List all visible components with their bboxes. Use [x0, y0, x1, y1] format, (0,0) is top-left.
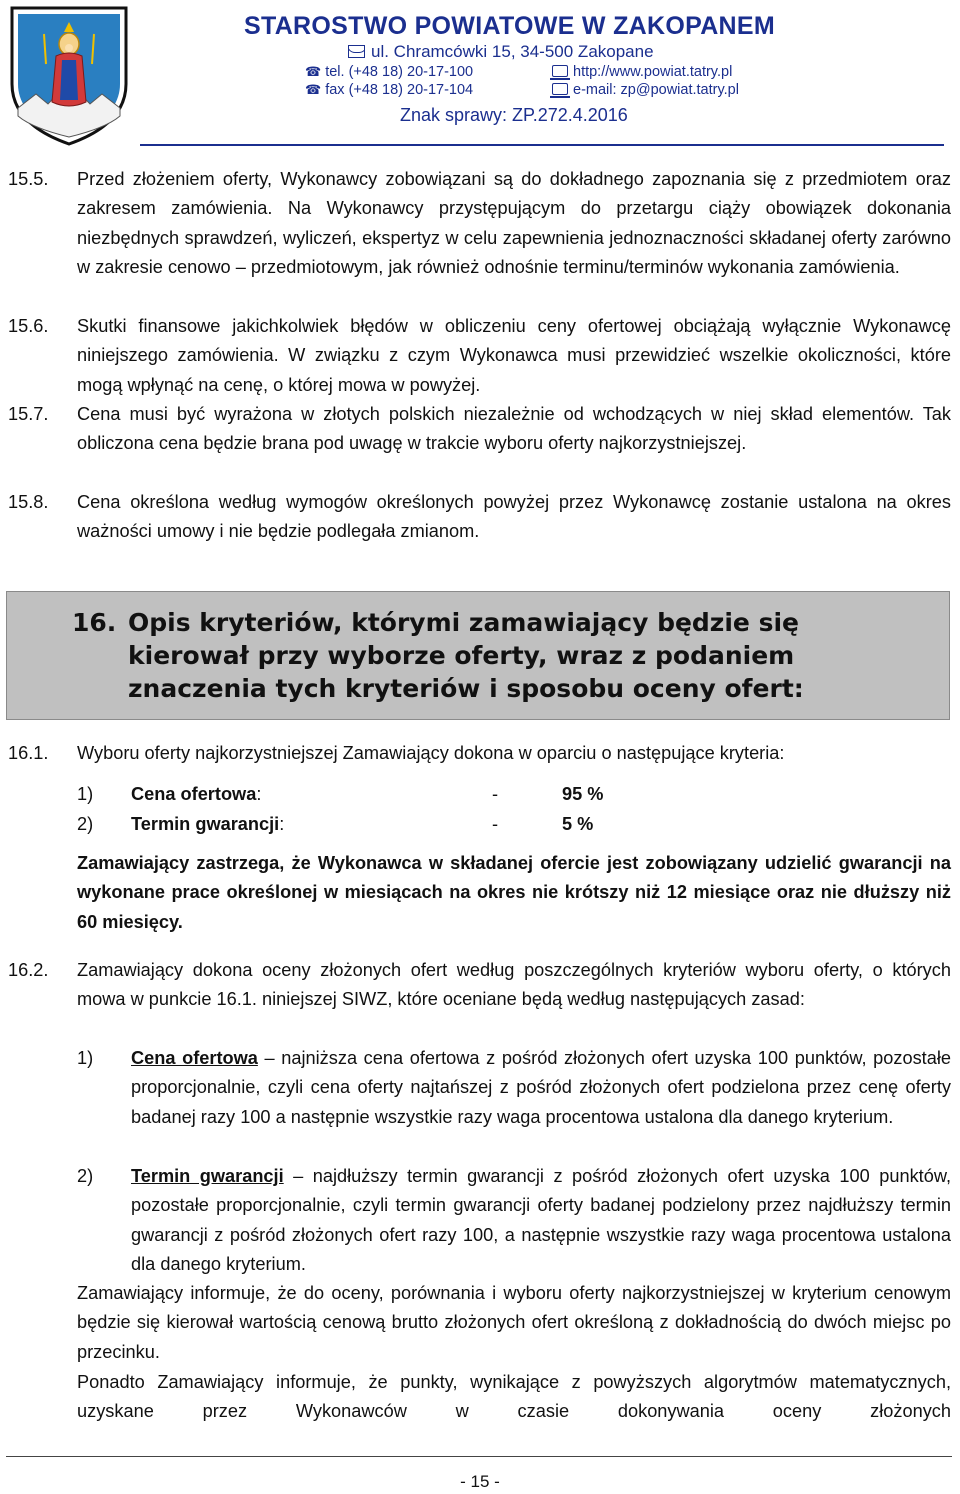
para-number: 16.1.	[8, 743, 49, 763]
criterion-index: 2)	[77, 814, 94, 834]
coat-of-arms-icon	[6, 4, 132, 146]
para-number: 15.5.	[8, 169, 49, 189]
criterion-weight: 95 %	[562, 784, 604, 804]
phone-contact: ☎ tel. (+48 18) 20-17-100	[305, 64, 474, 80]
para-number: 15.7.	[8, 404, 49, 424]
phone-icon: ☎	[305, 64, 322, 79]
rule-warranty: Termin gwarancji – najdłuższy termin gwarancji z pośród złożonych ofert uzyska 100 punktów, pozostałe proporcjonalnie, czyli termin gwarancji oferty badanej podzielony przez najdłuższy termin gwarancji z pośród złożonych ofert razy 100, a następnie wszystkie razy waga procentowa ustalona dla danego kryterium.	[131, 1166, 952, 1275]
email-contact: e-mail: zp@powiat.tatry.pl	[552, 82, 739, 98]
phone-icon: ☎	[305, 82, 322, 97]
paragraph-15-8: Cena określona według wymogów określonych powyżej przez Wykonawcę zostanie ustalona na okres ważności umowy i nie będzie podlegała zmianom.	[77, 492, 951, 542]
warranty-note: Zamawiający zastrzega, że Wykonawca w składanej ofercie jest zobowiązany udzielić gwarancji na wykonane prace określonej w miesiącach na okres nie krótszy niż 12 miesiące oraz nie dłuższy niż 60 miesięcy.	[77, 853, 951, 932]
web-contact: http://www.powiat.tatry.pl	[552, 64, 732, 80]
org-address: ul. Chramcówki 15, 34-500 Zakopane	[348, 42, 654, 62]
criterion-dash: -	[492, 814, 499, 834]
case-sign: Znak sprawy: ZP.272.4.2016	[400, 105, 628, 125]
para-number: 15.6.	[8, 316, 49, 336]
paragraph-16-2: Zamawiający dokona oceny złożonych ofert według poszczególnych kryteriów wyboru oferty, o których mowa w punkcie 16.1. niniejszej SIWZ, które oceniane będą według następujących zasad:	[77, 960, 951, 1010]
page-number: - 15 -	[460, 1472, 500, 1491]
header-divider	[140, 144, 944, 146]
rule-name: Cena ofertowa	[131, 1048, 258, 1068]
info-paragraph: Ponadto Zamawiający informuje, że punkty, wynikające z powyższych algorytmów matematycznych, uzyskane przez Wykonawców w czasie dokonywania oceny złożonych	[77, 1372, 951, 1422]
computer-icon	[552, 65, 568, 77]
letterhead	[0, 0, 960, 150]
paragraph-15-6: Skutki finansowe jakichkolwiek błędów w obliczeniu ceny ofertowej obciążają wyłącznie Wykonawcę niniejszego zamówienia. W związku z czym Wykonawca musi przewidzieć wszelkie okoliczności, które mogą wpłynąć na cenę, o której mowa w powyżej.	[77, 316, 951, 395]
criterion-dash: -	[492, 784, 499, 804]
criterion-name: Cena ofertowa:	[131, 784, 262, 804]
criterion-name: Termin gwarancji:	[131, 814, 285, 834]
paragraph-16-1: Wyboru oferty najkorzystniejszej Zamawiający dokona w oparciu o następujące kryteria:	[77, 743, 785, 763]
computer-icon	[552, 83, 568, 95]
rule-index: 2)	[77, 1166, 94, 1186]
envelope-icon	[348, 45, 365, 58]
para-number: 15.8.	[8, 492, 49, 512]
fax-contact: ☎ fax (+48 18) 20-17-104	[305, 82, 474, 98]
section-title: Opis kryteriów, którymi zamawiający będzie się kierował przy wyborze oferty, wraz z podaniem znaczenia tych kryteriów i sposobu oceny ofert:	[128, 608, 804, 703]
rule-name: Termin gwarancji	[131, 1166, 284, 1186]
org-name: STAROSTWO POWIATOWE W ZAKOPANEM	[244, 12, 776, 40]
section-number: 16.	[72, 608, 117, 637]
criterion-index: 1)	[77, 784, 94, 804]
info-paragraph: Zamawiający informuje, że do oceny, porównania i wyboru oferty najkorzystniejszej w kryterium cenowym będzie się kierował wartością cenową brutto złożonych ofert określoną z dokładnością do dwóch miejsc po przecinku.	[77, 1283, 951, 1362]
rule-index: 1)	[77, 1048, 94, 1068]
para-number: 16.2.	[8, 960, 49, 980]
paragraph-15-7: Cena musi być wyrażona w złotych polskich niezależnie od wchodzących w niej skład elementów. Tak obliczona cena będzie brana pod uwagę w trakcie wyboru oferty najkorzystniejszej.	[77, 404, 951, 454]
footer-divider	[6, 1456, 952, 1457]
criterion-weight: 5 %	[562, 814, 594, 834]
rule-price: Cena ofertowa – najniższa cena ofertowa z pośród złożonych ofert uzyska 100 punktów, pozostałe proporcjonalnie, czyli cena oferty najtańszej z pośród złożonych ofert podzielona przez cenę oferty badanej razy 100 a następnie wszystkie razy waga procentowa ustalona dla danego kryterium.	[131, 1048, 951, 1127]
paragraph-15-5: Przed złożeniem oferty, Wykonawcy zobowiązani są do dokładnego zapoznania się z przedmiotem oraz zakresem zamówienia. Na Wykonawcy przystępującym do przetargu ciąży obowiązek dokonania niezbędnych sprawdzeń, wyliczeń, ekspertyz w celu zapewnienia jednoznaczności składanej oferty zarówno w zakresie cenowo – przedmiotowym, jak również odnośnie terminu/terminów wykonania zamówienia.	[77, 169, 951, 278]
